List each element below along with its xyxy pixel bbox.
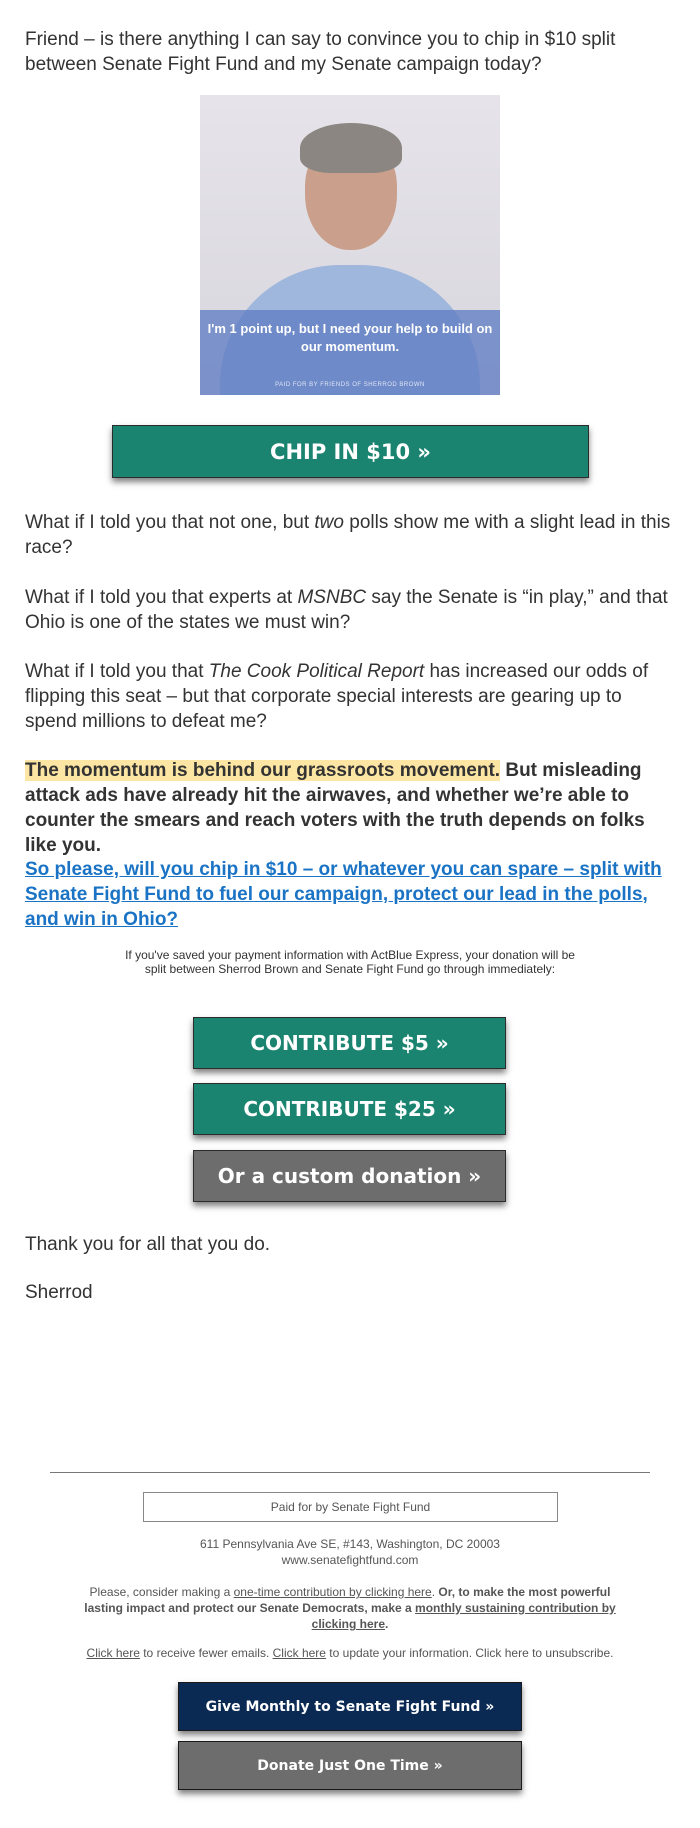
cook-paragraph — [0, 659, 700, 734]
polls-emphasis: two — [314, 512, 344, 533]
polls-text-a: What if I told you that not one, but — [25, 512, 315, 533]
signature: Sherrod — [25, 1282, 93, 1303]
msnbc-text-b: say the Senate is “in play,” and that Ohio is one of the states we must win? — [25, 587, 668, 633]
update-unsubscribe-text: to update your information. Click here to unsubscribe. — [325, 1646, 614, 1660]
appeal-text-c: . — [385, 1617, 389, 1631]
ask-link[interactable]: So please, will you chip in $10 – or whatever you can spare – split with Senate Fight Fund to fuel our campaign, protect our lead in the polls, and win in Ohio? — [25, 859, 662, 930]
footer-website[interactable]: www.senatefightfund.com — [281, 1553, 419, 1567]
contribute-5-button[interactable]: CONTRIBUTE $5 » — [193, 1017, 506, 1069]
appeal-text-a: Please, consider making a — [89, 1585, 234, 1599]
hero-caption: I'm 1 point up, but I need your help to build on our momentum. — [207, 321, 493, 354]
hero-paid-for: PAID FOR BY FRIENDS OF SHERROD BROWN — [275, 382, 425, 388]
footer-appeal — [70, 1584, 630, 1632]
msnbc-paragraph — [0, 585, 700, 635]
fewer-emails-link[interactable]: Click here — [86, 1646, 140, 1660]
momentum-rest: But misleading attack ads have already hit the airwaves, and whether we’re able to counter the smears and reach voters with the truth depends on folks like you. — [25, 760, 645, 856]
momentum-paragraph — [0, 758, 700, 858]
polls-paragraph — [0, 510, 700, 560]
momentum-highlight: The momentum is behind our grassroots movement. — [25, 760, 501, 781]
fewer-emails-text: to receive fewer emails. — [139, 1646, 273, 1660]
custom-donation-button[interactable]: Or a custom donation » — [193, 1150, 506, 1202]
appeal-text-b: . — [431, 1585, 439, 1599]
monthly-contribution-link[interactable]: monthly sustaining contribution by clicking here — [311, 1601, 616, 1631]
donate-one-time-button[interactable]: Donate Just One Time » — [178, 1741, 522, 1790]
footer-address: 611 Pennsylvania Ave SE, #143, Washington, DC 20003 — [200, 1537, 500, 1551]
actblue-express-note: If you've saved your payment information with ActBlue Express, your donation will be split between Sherrod Brown and Senate Fight Fund go through immediately: — [125, 948, 575, 976]
paid-for-box: Paid for by Senate Fight Fund — [143, 1492, 558, 1522]
cook-text-b: has increased our odds of flipping this seat – but that corporate special interests are gearing up to spend millions to defeat me? — [25, 661, 649, 732]
footer-address-block — [100, 1536, 600, 1568]
one-time-contribution-link[interactable]: one-time contribution by clicking here — [233, 1585, 432, 1599]
contribute-25-button[interactable]: CONTRIBUTE $25 » — [193, 1083, 506, 1135]
thanks-line: Thank you for all that you do. — [25, 1234, 271, 1255]
hero-hair — [300, 123, 402, 173]
polls-text-b: polls show me with a slight lead in this race? — [25, 512, 671, 558]
hero-image[interactable] — [200, 95, 500, 395]
appeal-bold-text: Or, to make the most powerful lasting impact and protect our Senate Democrats, make a — [84, 1585, 611, 1615]
give-monthly-button[interactable]: Give Monthly to Senate Fight Fund » — [178, 1682, 522, 1731]
msnbc-text-a: What if I told you that experts at — [25, 587, 298, 608]
intro-paragraph: Friend – is there anything I can say to convince you to chip in $10 split between Senate Fight Fund and my Senate campaign today? — [25, 29, 616, 75]
footer-email-links — [40, 1645, 660, 1661]
footer-divider — [50, 1472, 650, 1473]
update-info-link[interactable]: Click here — [272, 1646, 326, 1660]
cook-text-a: What if I told you that — [25, 661, 209, 682]
ask-paragraph — [0, 857, 700, 932]
chip-in-10-button[interactable]: CHIP IN $10 » — [112, 425, 589, 478]
msnbc-emphasis: MSNBC — [297, 587, 367, 608]
cook-emphasis: The Cook Political Report — [208, 661, 425, 682]
